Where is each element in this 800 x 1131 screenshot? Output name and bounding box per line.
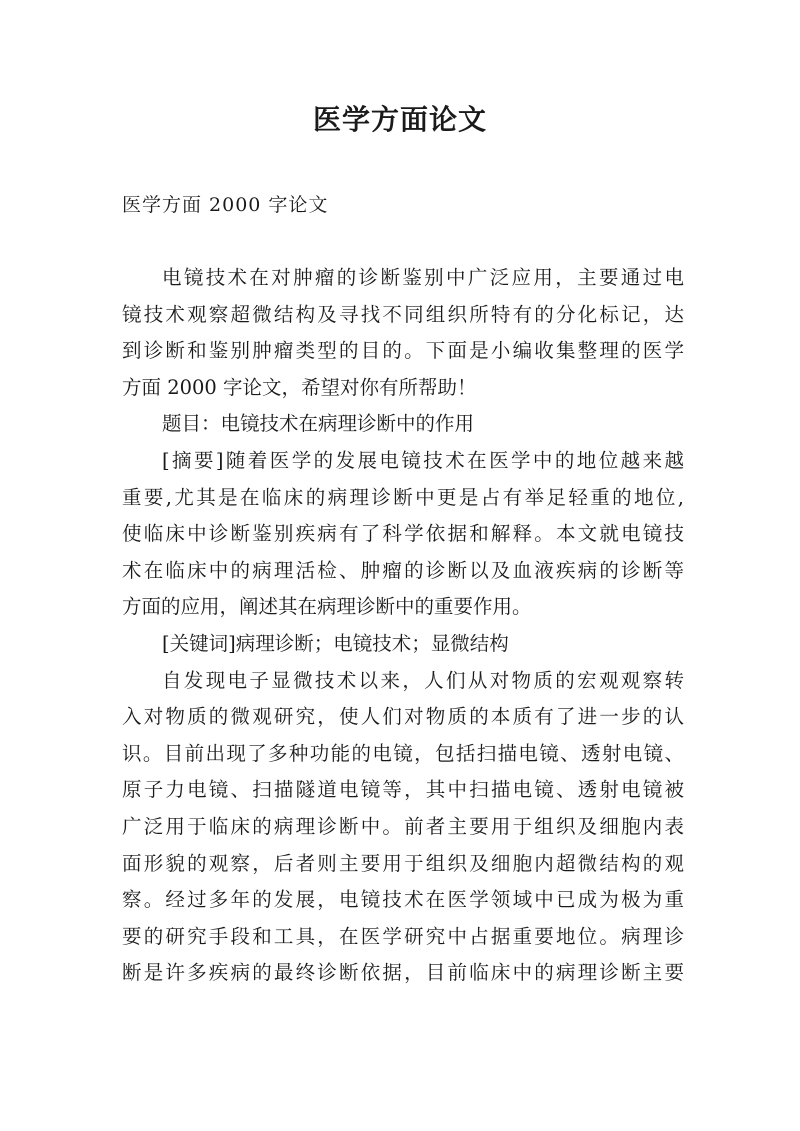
body-line: 镜技术观察超微结构及寻找不同组织所特有的分化标记，达 — [122, 302, 684, 326]
body-line: 入对物质的微观研究，使人们对物质的本质有了进一步的认 — [122, 705, 684, 729]
body-line: 电镜技术在对肿瘤的诊断鉴别中广泛应用，主要通过电 — [162, 266, 684, 289]
body-line: [摘要]随着医学的发展电镜技术在医学中的地位越来越 — [162, 448, 684, 472]
body-line: 重要,尤其是在临床的病理诊断中更是占有举足轻重的地位, — [122, 485, 684, 509]
body-line: 面形貌的观察，后者则主要用于组织及细胞内超微结构的观 — [122, 851, 684, 875]
body-line: 识。目前出现了多种功能的电镜，包括扫描电镜、透射电镜、 — [122, 741, 684, 765]
body-line: 察。经过多年的发展，电镜技术在医学领域中已成为极为重 — [122, 888, 684, 912]
body-line: 术在临床中的病理活检、肿瘤的诊断以及血液疾病的诊断等 — [122, 558, 684, 582]
body-line: 方面 2000 字论文，希望对你有所帮助！ — [122, 375, 477, 399]
body-line: 自发现电子显微技术以来，人们从对物质的宏观观察转 — [162, 668, 684, 692]
body-line: 使临床中诊断鉴别疾病有了科学依据和解释。本文就电镜技 — [122, 522, 684, 546]
body-line: 广泛用于临床的病理诊断中。前者主要用于组织及细胞内表 — [122, 814, 684, 838]
body-line: 题目：电镜技术在病理诊断中的作用 — [162, 412, 475, 436]
body-line: 到诊断和鉴别肿瘤类型的目的。下面是小编收集整理的医学 — [122, 339, 684, 363]
body-line: [关键词]病理诊断；电镜技术；显微结构 — [162, 631, 509, 655]
document-subtitle: 医学方面 2000 字论文 — [122, 194, 329, 216]
document-title: 医学方面论文 — [312, 103, 487, 136]
body-line: 方面的应用，阐述其在病理诊断中的重要作用。 — [122, 595, 532, 619]
body-line: 原子力电镜、扫描隧道电镜等，其中扫描电镜、透射电镜被 — [122, 778, 684, 802]
document-body — [122, 260, 684, 992]
body-line: 断是许多疾病的最终诊断依据，目前临床中的病理诊断主要 — [122, 961, 684, 985]
body-line: 要的研究手段和工具，在医学研究中占据重要地位。病理诊 — [122, 924, 684, 948]
